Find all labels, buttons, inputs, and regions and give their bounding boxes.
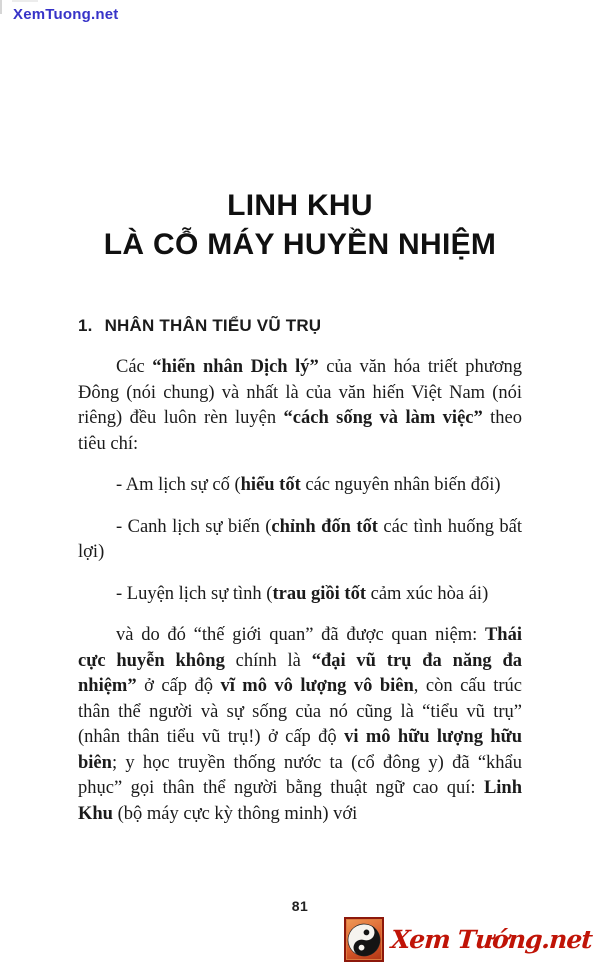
footer-logo-text: Xem Tướng.net <box>390 925 594 954</box>
body-paragraph: và do đó “thế giới quan” đã được quan niệm: Thái cực huyễn không chính là “đại vũ trụ đa năng đa nhiệm” ở cấp độ vĩ mô vô lượng vô biên, còn cấu trúc thân thể người và sự sống của nó cũng là “tiểu vũ trụ” (nhân thân tiểu vũ trụ!) ở cấp độ vi mô hữu lượng hữu biên; y học truyền thống nước ta (cổ đông y) đã “khẩu phục” gọi thân thể người bằng thuật ngữ cao quí: Linh Khu (bộ máy cực kỳ thông minh) với <box>78 625 523 824</box>
body-paragraph: Các “hiển nhân Dịch lý” của văn hóa triết phương Đông (nói chung) và nhất là của văn hiến Việt Nam (nói riêng) đều luôn rèn luyện “cách sống và làm việc” theo tiêu chí: <box>78 357 523 454</box>
yin-yang-icon <box>347 922 381 958</box>
page-number: 81 <box>291 898 309 914</box>
body-text <box>78 355 522 843</box>
footer-logo-link[interactable] <box>344 917 592 962</box>
book-title-line2: LÀ CỖ MÁY HUYỀN NHIỆM <box>103 228 497 261</box>
body-paragraph-bullet: - Am lịch sự cố (hiểu tốt các nguyên nhân biến đổi) <box>116 475 501 495</box>
section-heading <box>78 316 540 336</box>
book-title <box>0 186 600 264</box>
body-paragraph-bullet: - Luyện lịch sự tình (trau giồi tốt cảm xúc hòa ái) <box>116 583 489 604</box>
book-title-line1: LINH KHU <box>227 189 373 222</box>
header-site-link[interactable]: XemTuong.net <box>13 6 119 23</box>
scan-artifact-smudge <box>12 0 38 2</box>
body-paragraph-bullet: - Canh lịch sự biến (chỉnh đốn tốt các tình huống bất lợi) <box>78 516 522 562</box>
scan-artifact-tick <box>0 0 2 14</box>
section-number: 1. <box>78 316 93 335</box>
section-heading-label: NHÂN THÂN TIỂU VŨ TRỤ <box>104 316 322 335</box>
footer-logo-frame <box>344 917 384 962</box>
